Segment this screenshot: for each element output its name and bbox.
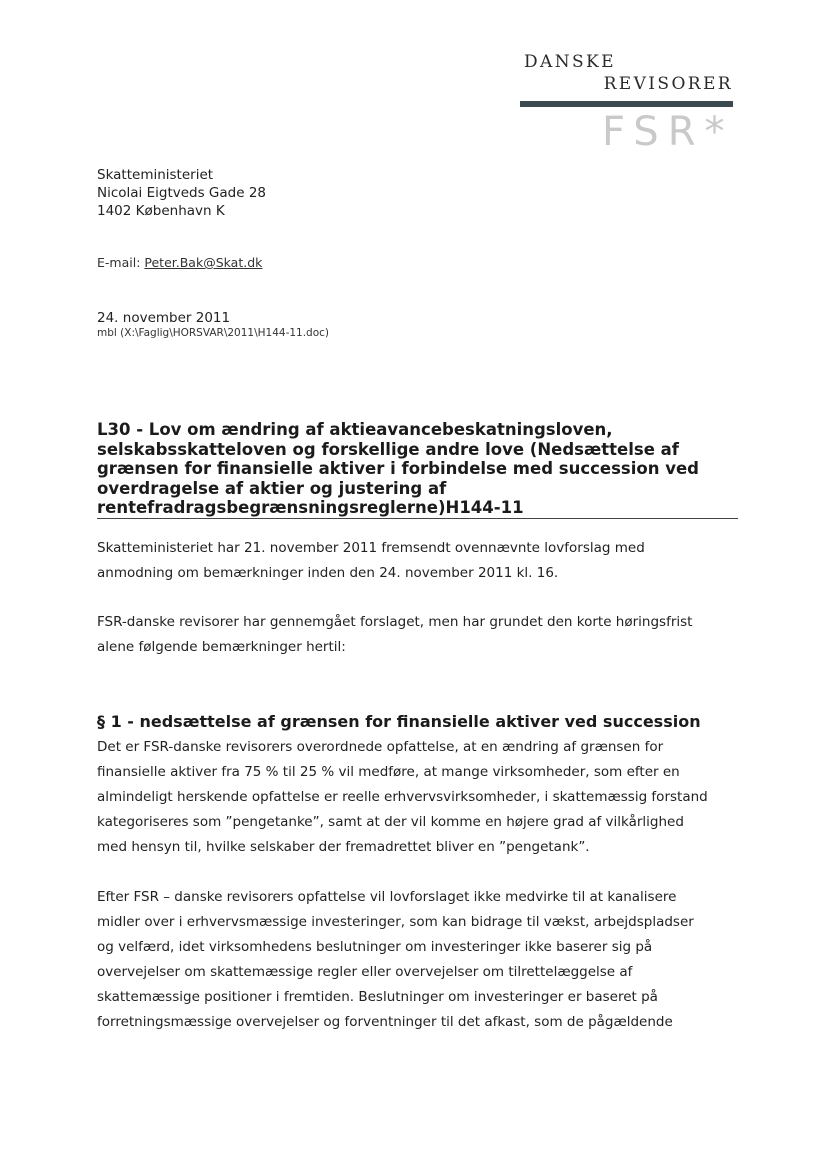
text-line: kategoriseres som ”pengetanke”, samt at der vil komme en højere grad af vilkårlighed: [97, 814, 684, 830]
title-divider: [97, 518, 738, 519]
text-line: Efter FSR – danske revisorers opfattelse vil lovforslaget ikke medvirke til at kanalisere: [97, 889, 677, 905]
section-heading: § 1 - nedsættelse af grænsen for finansielle aktiver ved succession: [97, 712, 701, 731]
title-line: L30 - Lov om ændring af aktieavancebeskatningsloven,: [97, 420, 613, 439]
text-line: overvejelser om skattemæssige regler eller overvejelser om tilrettelæggelse af: [97, 964, 633, 980]
title-line: selskabsskatteloven og forskellige andre love (Nedsættelse af: [97, 439, 679, 459]
email-label: E-mail:: [97, 255, 145, 270]
logo-bar: [520, 101, 733, 107]
text-line: finansielle aktiver fra 75 % til 25 % vil medføre, at mange virksomheder, som efter en: [97, 764, 680, 780]
text-line: forretningsmæssige overvejelser og forventninger til det afkast, som de pågældende: [97, 1014, 673, 1030]
email-link[interactable]: Peter.Bak@Skat.dk: [144, 255, 263, 270]
text-line: og velfærd, idet virksomhedens beslutninger om investeringer ikke baserer sig på: [97, 939, 653, 955]
logo-text-danske: DANSKE: [524, 52, 616, 72]
section-paragraph-2: [97, 885, 747, 1035]
text-line: med hensyn til, hvilke selskaber der fremadrettet bliver en ”pengetank”.: [97, 839, 590, 855]
address-line-2: Nicolai Eigtveds Gade 28: [97, 185, 267, 201]
intro-paragraph-2: [97, 610, 747, 660]
text-line: midler over i erhvervsmæssige investeringer, som kan bidrage til vækst, arbejdspladser: [97, 914, 694, 930]
fsr-logo: [520, 50, 735, 160]
title-line: overdragelse af aktier og justering af: [97, 478, 447, 498]
text-line: alene følgende bemærkninger hertil:: [97, 639, 346, 655]
address-line-3: 1402 København K: [97, 203, 225, 219]
email-line: [97, 255, 262, 271]
text-line: anmodning om bemærkninger inden den 24. november 2011 kl. 16.: [97, 565, 559, 581]
title-line: rentefradragsbegrænsningsreglerne)H144-11: [97, 498, 524, 517]
section-paragraph-1: [97, 735, 747, 860]
text-line: Skatteministeriet har 21. november 2011 fremsendt ovennævnte lovforslag med: [97, 540, 645, 556]
document-title: [97, 420, 737, 518]
title-line: grænsen for finansielle aktiver i forbindelse med succession ved: [97, 459, 699, 478]
text-line: FSR-danske revisorer har gennemgået forslaget, men har grundet den korte høringsfrist: [97, 614, 693, 630]
recipient-address: [97, 166, 266, 220]
file-reference: mbl (X:\Faglig\HORSVAR\2011\H144-11.doc): [97, 327, 330, 339]
text-line: Det er FSR-danske revisorers overordnede opfattelse, at en ændring af grænsen for: [97, 739, 664, 755]
logo-fsr-mark: FSR*: [602, 109, 734, 155]
intro-paragraph-1: [97, 536, 747, 586]
address-line-1: Skatteministeriet: [97, 167, 214, 183]
text-line: almindeligt herskende opfattelse er reelle erhvervsvirksomheder, i skattemæssig forstand: [97, 789, 708, 805]
letter-date: 24. november 2011: [97, 310, 231, 326]
text-line: skattemæssige positioner i fremtiden. Beslutninger om investeringer er baseret på: [97, 989, 658, 1005]
logo-text-revisorer: REVISORER: [603, 74, 733, 94]
